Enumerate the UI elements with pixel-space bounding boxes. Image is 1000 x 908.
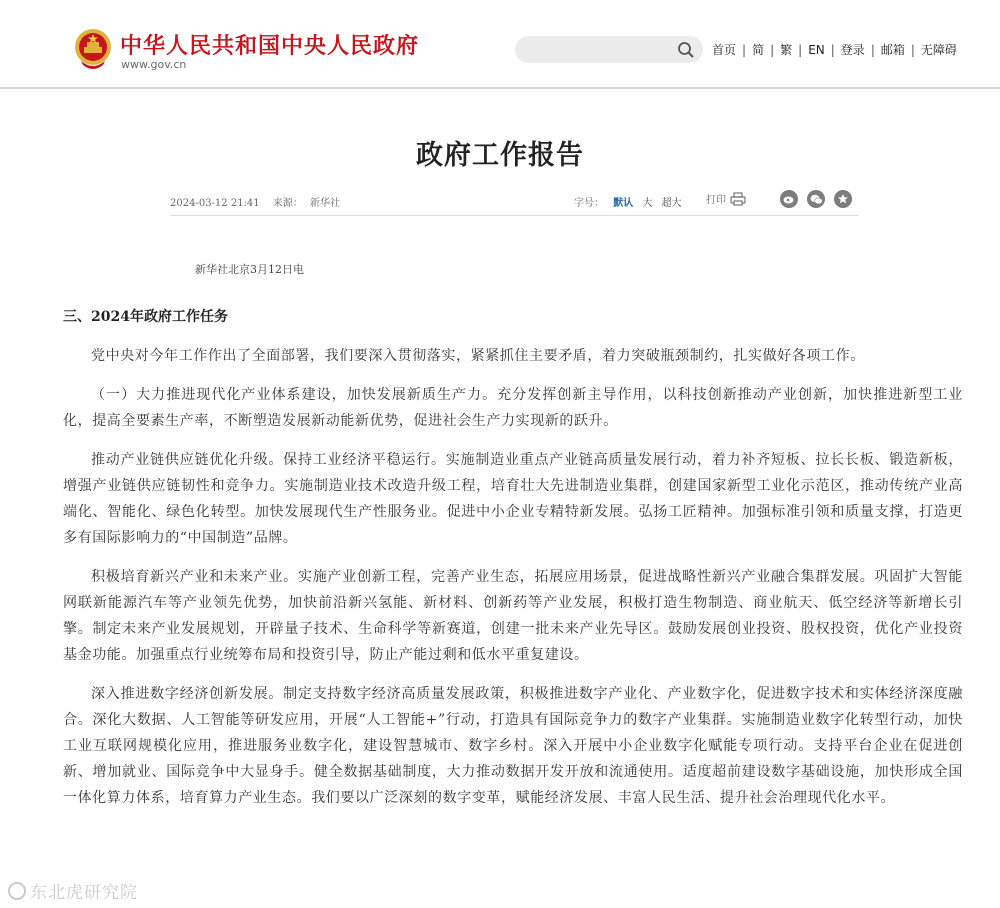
nav-divider: | (798, 42, 803, 57)
nav-divider: | (830, 42, 835, 57)
font-size-large[interactable]: 大 (642, 198, 653, 209)
watermark-logo-icon (8, 882, 26, 900)
nav-divider: | (770, 42, 775, 57)
printer-icon (730, 192, 746, 206)
nav-divider: | (742, 42, 747, 57)
nav-english[interactable]: EN (808, 42, 825, 57)
search-input[interactable] (529, 40, 669, 59)
favorite-icon[interactable] (834, 190, 852, 208)
article-meta-bar (170, 186, 858, 216)
publish-date: 2024-03-12 21:41 (170, 198, 260, 209)
nav-divider: | (910, 42, 915, 57)
nav-login[interactable]: 登录 (840, 43, 865, 57)
article-meta (170, 194, 350, 209)
nav-accessibility[interactable]: 无障碍 (920, 43, 957, 57)
paragraph: 积极培育新兴产业和未来产业。实施产业创新工程，完善产业生态，拓展应用场景，促进战略性新兴产业融合集群发展。巩固扩大智能网联新能源汽车等产业领先优势，加快前沿新兴氢能、新材料、创新药等产业发展，积极打造生物制造、商业航天、低空经济等新增长引擎。制定未来产业发展规划，开辟量子技术、生命科学等新赛道，创建一批未来产业先导区。鼓励发展创业投资、股权投资，优化产业投资基金功能。加强重点行业统筹布局和投资引导，防止产能过剩和低水平重复建设。 (63, 569, 963, 663)
print-label: 打印 (706, 195, 726, 206)
article-title: 政府工作报告 (416, 140, 584, 171)
site-url[interactable]: www.gov.cn (121, 58, 187, 71)
nav-simplified[interactable]: 简 (752, 43, 765, 57)
font-size-xlarge[interactable]: 超大 (661, 198, 682, 209)
nav-traditional[interactable]: 繁 (780, 43, 793, 57)
font-size-control (574, 194, 682, 209)
paragraph: （一）大力推进现代化产业体系建设，加快发展新质生产力。充分发挥创新主导作用，以科技创新推动产业创新，加快推进新型工业化，提高全要素生产率，不断塑造发展新动能新优势，促进社会生产力实现新的跃升。 (63, 387, 963, 429)
search-box (515, 36, 703, 63)
paragraph: 党中央对今年工作作出了全面部署，我们要深入贯彻落实，紧紧抓住主要矛盾，着力突破瓶颈制约，扎实做好各项工作。 (91, 348, 865, 364)
print-button[interactable] (706, 191, 746, 206)
nav-home[interactable]: 首页 (712, 43, 737, 57)
share-icons (780, 190, 861, 208)
font-size-default[interactable]: 默认 (613, 198, 634, 209)
wechat-icon[interactable] (807, 190, 825, 208)
dateline: 新华社北京3月12日电 (195, 263, 304, 276)
watermark (8, 878, 138, 903)
source-label: 来源： (272, 198, 303, 209)
search-icon[interactable] (677, 41, 695, 59)
weibo-icon[interactable] (780, 190, 798, 208)
font-size-label: 字号： (574, 198, 604, 209)
source-name: 新华社 (310, 198, 341, 209)
article-body (63, 306, 963, 824)
paragraph: 推动产业链供应链优化升级。保持工业经济平稳运行。实施制造业重点产业链高质量发展行动，着力补齐短板、拉长长板、锻造新板，增强产业链供应链韧性和竞争力。实施制造业技术改造升级工程，培育壮大先进制造业集群，创建国家新型工业化示范区，推动传统产业高端化、智能化、绿色化转型。加快发展现代生产性服务业。促进中小企业专精特新发展。弘扬工匠精神。加强标准引领和质量支撑，打造更多有国际影响力的“中国制造”品牌。 (63, 452, 963, 546)
national-emblem-icon[interactable] (73, 27, 113, 71)
site-header (0, 0, 1000, 89)
watermark-text: 东北虎研究院 (30, 883, 138, 903)
paragraph: 深入推进数字经济创新发展。制定支持数字经济高质量发展政策，积极推进数字产业化、产业数字化，促进数字技术和实体经济深度融合。深化大数据、人工智能等研发应用，开展“人工智能+”行动，打造具有国际竞争力的数字产业集群。实施制造业数字化转型行动，加快工业互联网规模化应用，推进服务业数字化，建设智慧城市、数字乡村。深入开展中小企业数字化赋能专项行动。支持平台企业在促进创新、增加就业、国际竞争中大显身手。健全数据基础制度，大力推动数据开发开放和流通使用。适度超前建设数字基础设施，加快形成全国一体化算力体系，培育算力产业生态。我们要以广泛深刻的数字变革，赋能经济发展、丰富人民生活、提升社会治理现代化水平。 (63, 686, 963, 806)
nav-divider: | (870, 42, 875, 57)
section-heading: 三、2024年政府工作任务 (63, 309, 228, 325)
top-nav (712, 41, 957, 58)
nav-mailbox[interactable]: 邮箱 (880, 43, 905, 57)
site-name[interactable]: 中华人民共和国中央人民政府 (120, 34, 420, 59)
